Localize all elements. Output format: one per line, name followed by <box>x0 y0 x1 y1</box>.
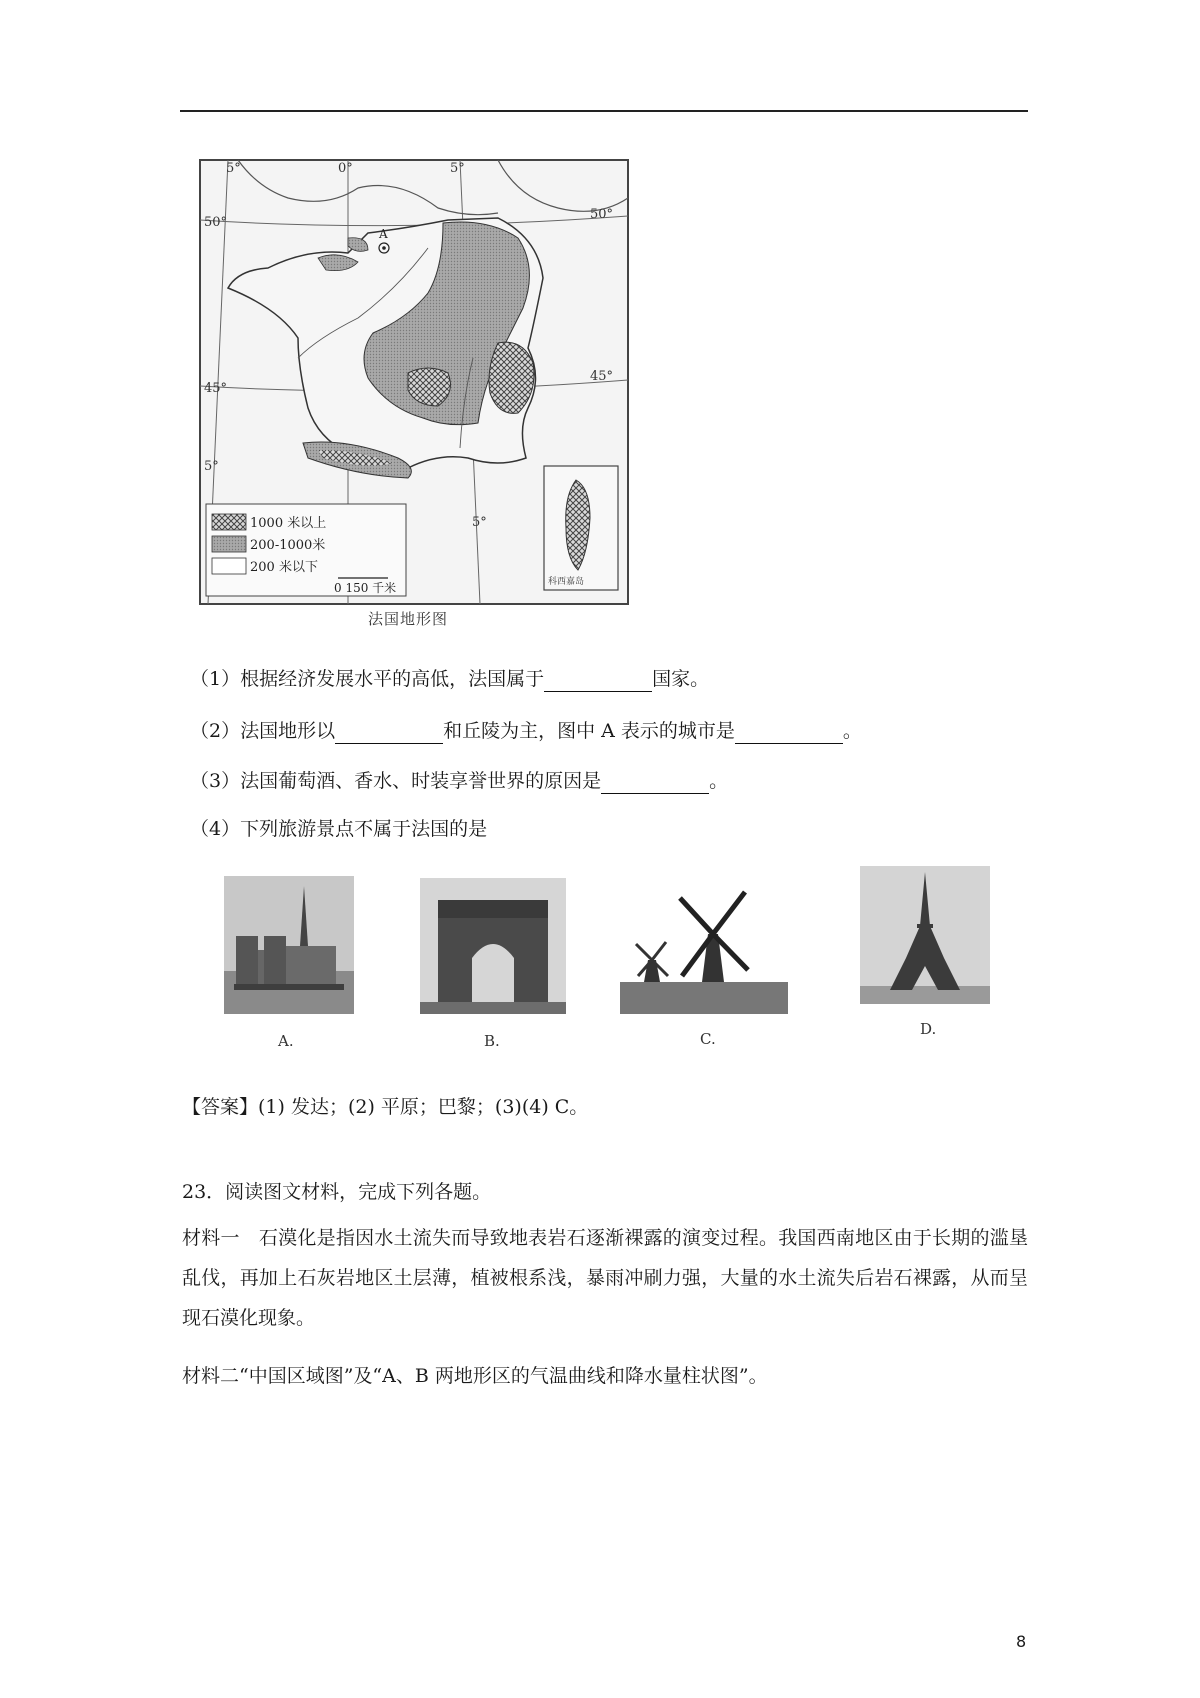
inset-label: 科西嘉岛 <box>548 577 585 587</box>
lon-label-w5: 5° <box>226 161 241 176</box>
question-4-text: （4）下列旅游景点不属于法国的是 <box>190 818 488 840</box>
lon-label-e5: 5° <box>450 161 465 176</box>
france-terrain-map <box>198 158 630 606</box>
lon-label-bottom-right: 5° <box>472 515 487 530</box>
option-c-label[interactable]: C. <box>700 1030 716 1048</box>
blank-1[interactable] <box>544 671 652 692</box>
option-c-photo-windmills <box>620 878 788 1014</box>
lon-label-0: 0° <box>338 161 353 176</box>
lon-label-bottom-left: 5° <box>204 459 219 474</box>
lat-label-45-right: 45° <box>590 369 614 384</box>
q23-material-1: 材料一 石漠化是指因水土流失而导致地表岩石逐渐裸露的演变过程。我国西南地区由于长期的滥垦乱伐，再加上石灰岩地区土层薄，植被根系浅，暴雨冲刷力强，大量的水土流失后岩石裸露，从而呈现石漠化现象。 <box>182 1227 1028 1329</box>
question-3 <box>190 768 728 794</box>
option-a-photo-notre-dame <box>224 876 354 1014</box>
page-number: 8 <box>1016 1632 1027 1651</box>
question-3-text: （3）法国葡萄酒、香水、时装享誉世界的原因是 <box>190 770 602 792</box>
lat-label-50-right: 50° <box>590 207 614 222</box>
option-a-label[interactable]: A. <box>278 1032 294 1050</box>
legend-mid: 200-1000米 <box>250 538 326 553</box>
blank-2a[interactable] <box>335 723 443 744</box>
scale-bar-label: 0 150 千米 <box>334 581 397 595</box>
header-rule <box>180 110 1028 112</box>
question-4 <box>190 816 487 842</box>
option-d-photo-eiffel-tower <box>860 866 990 1004</box>
question-1 <box>190 666 709 692</box>
map-caption: 法国地形图 <box>368 610 449 628</box>
q23-title: 23．阅读图文材料，完成下列各题。 <box>182 1181 492 1203</box>
city-a-label: A <box>379 227 388 241</box>
question-2-tail: 。 <box>842 720 862 742</box>
blank-2b[interactable] <box>735 723 843 744</box>
lat-label-50-left: 50° <box>204 215 228 230</box>
lat-label-45-left: 45° <box>204 381 228 396</box>
option-b-label[interactable]: B. <box>484 1032 500 1050</box>
legend-low: 200 米以下 <box>250 560 318 575</box>
option-d-label[interactable]: D. <box>920 1020 937 1038</box>
option-b-photo-arc-de-triomphe <box>420 878 566 1014</box>
question-2 <box>190 718 862 744</box>
legend-high: 1000 米以上 <box>250 516 327 531</box>
q23-material-2: 材料二“中国区域图”及“A、B 两地形区的气温曲线和降水量柱状图”。 <box>182 1365 768 1387</box>
question-2-text: （2）法国地形以 <box>190 720 336 742</box>
question-1-tail: 国家。 <box>652 668 710 690</box>
question-1-text: （1）根据经济发展水平的高低，法国属于 <box>190 668 545 690</box>
question-2-middle: 和丘陵为主，图中 A 表示的城市是 <box>443 720 735 742</box>
question-3-tail: 。 <box>709 770 729 792</box>
blank-3[interactable] <box>601 773 709 794</box>
answer-line: 【答案】(1) 发达；(2) 平原；巴黎；(3)(4) C。 <box>182 1096 589 1118</box>
